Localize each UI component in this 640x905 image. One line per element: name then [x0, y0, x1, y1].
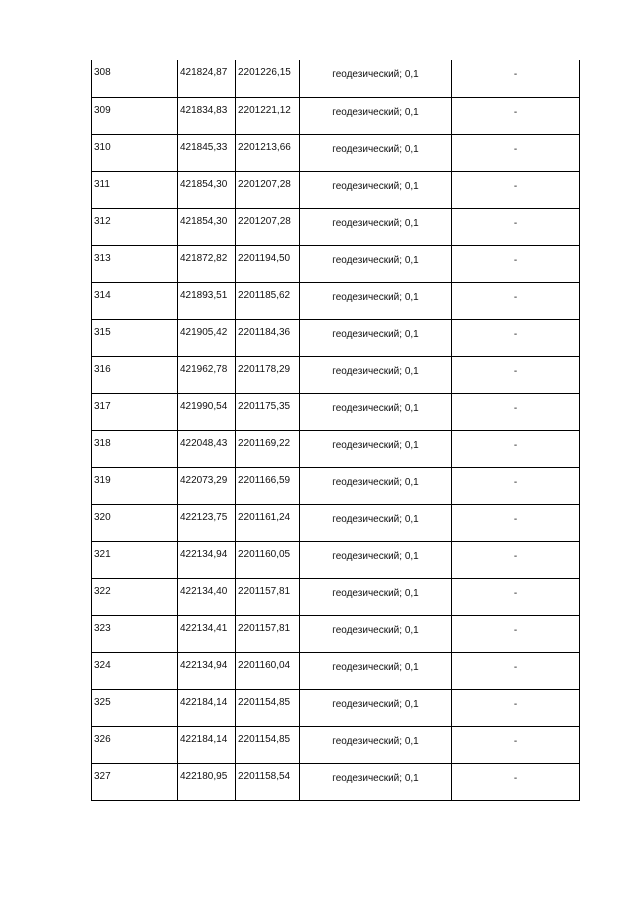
point-number-cell: 316	[92, 356, 178, 393]
y-coordinate-cell: 2201157,81	[236, 615, 300, 652]
note-cell: -	[452, 763, 580, 800]
point-number-cell: 308	[92, 60, 178, 97]
note-cell: -	[452, 578, 580, 615]
note-cell: -	[452, 134, 580, 171]
method-accuracy-cell: геодезический; 0,1	[300, 245, 452, 282]
point-number-cell: 311	[92, 171, 178, 208]
method-accuracy-cell: геодезический; 0,1	[300, 356, 452, 393]
note-cell: -	[452, 171, 580, 208]
y-coordinate-cell: 2201207,28	[236, 171, 300, 208]
point-number-cell: 322	[92, 578, 178, 615]
method-accuracy-cell: геодезический; 0,1	[300, 689, 452, 726]
x-coordinate-cell: 422048,43	[178, 430, 236, 467]
x-coordinate-cell: 421845,33	[178, 134, 236, 171]
table-row	[92, 208, 580, 245]
note-cell: -	[452, 541, 580, 578]
table-row	[92, 245, 580, 282]
x-coordinate-cell: 421872,82	[178, 245, 236, 282]
method-accuracy-cell: геодезический; 0,1	[300, 504, 452, 541]
note-cell: -	[452, 97, 580, 134]
coordinates-table	[91, 60, 580, 801]
point-number-cell: 323	[92, 615, 178, 652]
x-coordinate-cell: 422134,94	[178, 652, 236, 689]
method-accuracy-cell: геодезический; 0,1	[300, 60, 452, 97]
note-cell: -	[452, 652, 580, 689]
point-number-cell: 321	[92, 541, 178, 578]
x-coordinate-cell: 421990,54	[178, 393, 236, 430]
x-coordinate-cell: 422134,40	[178, 578, 236, 615]
table-row	[92, 467, 580, 504]
table-row	[92, 282, 580, 319]
y-coordinate-cell: 2201154,85	[236, 726, 300, 763]
method-accuracy-cell: геодезический; 0,1	[300, 319, 452, 356]
y-coordinate-cell: 2201184,36	[236, 319, 300, 356]
x-coordinate-cell: 422184,14	[178, 689, 236, 726]
table-row	[92, 134, 580, 171]
method-accuracy-cell: геодезический; 0,1	[300, 578, 452, 615]
point-number-cell: 327	[92, 763, 178, 800]
method-accuracy-cell: геодезический; 0,1	[300, 171, 452, 208]
table-row	[92, 541, 580, 578]
y-coordinate-cell: 2201207,28	[236, 208, 300, 245]
point-number-cell: 313	[92, 245, 178, 282]
note-cell: -	[452, 615, 580, 652]
point-number-cell: 309	[92, 97, 178, 134]
method-accuracy-cell: геодезический; 0,1	[300, 467, 452, 504]
x-coordinate-cell: 421854,30	[178, 208, 236, 245]
x-coordinate-cell: 422184,14	[178, 726, 236, 763]
method-accuracy-cell: геодезический; 0,1	[300, 541, 452, 578]
table-row	[92, 763, 580, 800]
method-accuracy-cell: геодезический; 0,1	[300, 282, 452, 319]
point-number-cell: 312	[92, 208, 178, 245]
x-coordinate-cell: 421854,30	[178, 171, 236, 208]
table-row	[92, 97, 580, 134]
point-number-cell: 317	[92, 393, 178, 430]
x-coordinate-cell: 422180,95	[178, 763, 236, 800]
note-cell: -	[452, 282, 580, 319]
point-number-cell: 310	[92, 134, 178, 171]
point-number-cell: 314	[92, 282, 178, 319]
point-number-cell: 324	[92, 652, 178, 689]
y-coordinate-cell: 2201166,59	[236, 467, 300, 504]
y-coordinate-cell: 2201157,81	[236, 578, 300, 615]
y-coordinate-cell: 2201154,85	[236, 689, 300, 726]
note-cell: -	[452, 689, 580, 726]
y-coordinate-cell: 2201178,29	[236, 356, 300, 393]
table-row	[92, 578, 580, 615]
point-number-cell: 315	[92, 319, 178, 356]
x-coordinate-cell: 421905,42	[178, 319, 236, 356]
y-coordinate-cell: 2201169,22	[236, 430, 300, 467]
note-cell: -	[452, 726, 580, 763]
note-cell: -	[452, 430, 580, 467]
method-accuracy-cell: геодезический; 0,1	[300, 393, 452, 430]
method-accuracy-cell: геодезический; 0,1	[300, 763, 452, 800]
table-row	[92, 615, 580, 652]
note-cell: -	[452, 504, 580, 541]
point-number-cell: 320	[92, 504, 178, 541]
y-coordinate-cell: 2201194,50	[236, 245, 300, 282]
y-coordinate-cell: 2201158,54	[236, 763, 300, 800]
method-accuracy-cell: геодезический; 0,1	[300, 615, 452, 652]
y-coordinate-cell: 2201213,66	[236, 134, 300, 171]
point-number-cell: 319	[92, 467, 178, 504]
table-row	[92, 726, 580, 763]
y-coordinate-cell: 2201160,05	[236, 541, 300, 578]
x-coordinate-cell: 422123,75	[178, 504, 236, 541]
y-coordinate-cell: 2201221,12	[236, 97, 300, 134]
method-accuracy-cell: геодезический; 0,1	[300, 726, 452, 763]
note-cell: -	[452, 208, 580, 245]
note-cell: -	[452, 60, 580, 97]
note-cell: -	[452, 393, 580, 430]
x-coordinate-cell: 422134,94	[178, 541, 236, 578]
x-coordinate-cell: 421824,87	[178, 60, 236, 97]
y-coordinate-cell: 2201185,62	[236, 282, 300, 319]
point-number-cell: 318	[92, 430, 178, 467]
y-coordinate-cell: 2201161,24	[236, 504, 300, 541]
x-coordinate-cell: 422073,29	[178, 467, 236, 504]
point-number-cell: 325	[92, 689, 178, 726]
method-accuracy-cell: геодезический; 0,1	[300, 430, 452, 467]
note-cell: -	[452, 245, 580, 282]
note-cell: -	[452, 319, 580, 356]
table-row	[92, 319, 580, 356]
table-row	[92, 504, 580, 541]
table-row	[92, 60, 580, 97]
method-accuracy-cell: геодезический; 0,1	[300, 97, 452, 134]
x-coordinate-cell: 421962,78	[178, 356, 236, 393]
point-number-cell: 326	[92, 726, 178, 763]
coordinates-table-body	[92, 60, 580, 800]
table-row	[92, 430, 580, 467]
table-row	[92, 356, 580, 393]
table-row	[92, 689, 580, 726]
x-coordinate-cell: 421893,51	[178, 282, 236, 319]
method-accuracy-cell: геодезический; 0,1	[300, 134, 452, 171]
table-row	[92, 171, 580, 208]
method-accuracy-cell: геодезический; 0,1	[300, 652, 452, 689]
table-row	[92, 393, 580, 430]
table-row	[92, 652, 580, 689]
method-accuracy-cell: геодезический; 0,1	[300, 208, 452, 245]
note-cell: -	[452, 356, 580, 393]
note-cell: -	[452, 467, 580, 504]
x-coordinate-cell: 421834,83	[178, 97, 236, 134]
y-coordinate-cell: 2201175,35	[236, 393, 300, 430]
y-coordinate-cell: 2201160,04	[236, 652, 300, 689]
y-coordinate-cell: 2201226,15	[236, 60, 300, 97]
x-coordinate-cell: 422134,41	[178, 615, 236, 652]
